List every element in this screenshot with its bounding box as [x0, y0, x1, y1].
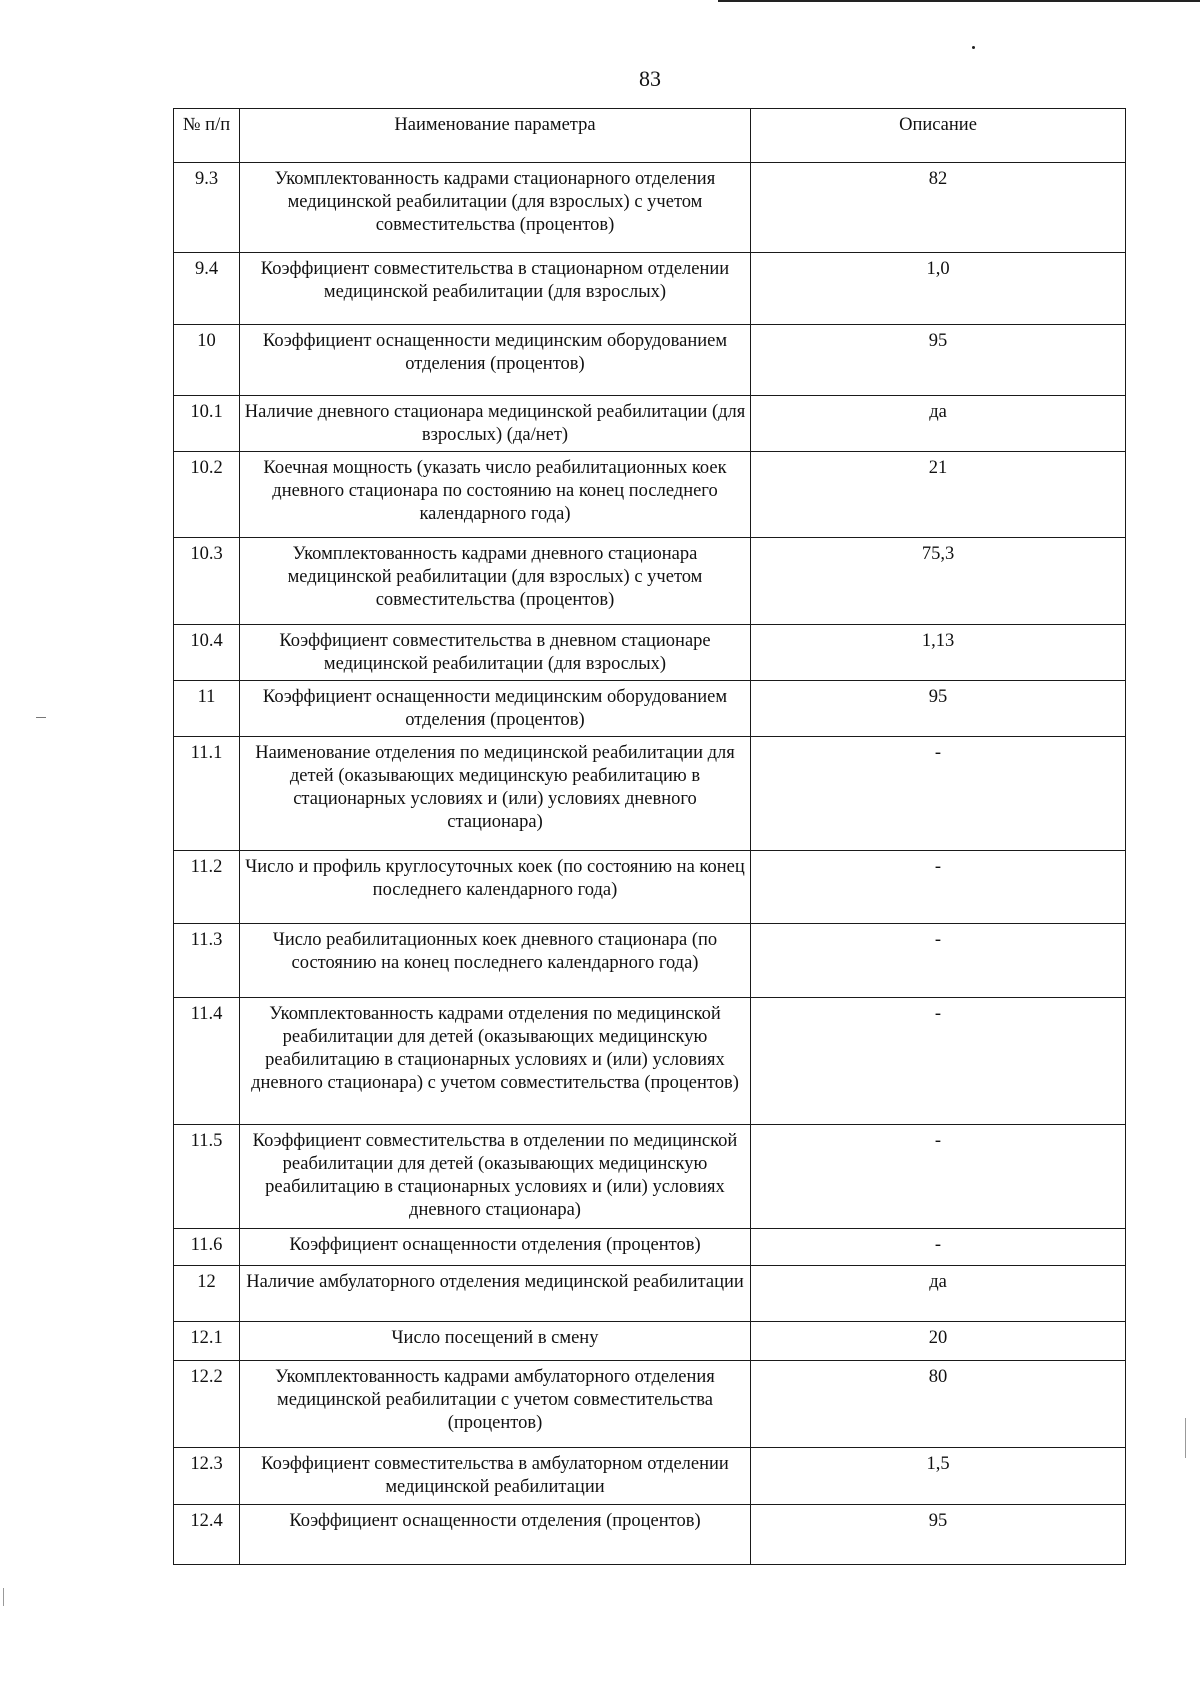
header-description: Описание [751, 109, 1126, 163]
table-row [174, 325, 1126, 396]
row-number: 11.6 [174, 1229, 240, 1266]
table-row [174, 396, 1126, 452]
row-parameter-name: Коэффициент оснащенности отделения (процентов) [240, 1229, 751, 1266]
row-number: 11.4 [174, 998, 240, 1125]
table-header-row [174, 109, 1126, 163]
row-description: - [751, 1229, 1126, 1266]
row-number: 12 [174, 1266, 240, 1322]
row-number: 10.4 [174, 625, 240, 681]
row-parameter-name: Коэффициент оснащенности отделения (процентов) [240, 1505, 751, 1565]
row-description: да [751, 1266, 1126, 1322]
table-row [174, 538, 1126, 625]
row-parameter-name: Число и профиль круглосуточных коек (по состоянию на конец последнего календарного года) [240, 851, 751, 924]
table-row [174, 737, 1126, 851]
table-row [174, 1361, 1126, 1448]
row-parameter-name: Коэффициент совместительства в стационарном отделении медицинской реабилитации (для взрослых) [240, 253, 751, 325]
parameters-table [173, 108, 1126, 1565]
table-row [174, 681, 1126, 737]
table-row [174, 1229, 1126, 1266]
row-number: 11.2 [174, 851, 240, 924]
row-parameter-name: Укомплектованность кадрами дневного стационара медицинской реабилитации (для взрослых) с учетом совместительства (процентов) [240, 538, 751, 625]
row-description: 75,3 [751, 538, 1126, 625]
row-description: 95 [751, 681, 1126, 737]
table-row [174, 1505, 1126, 1565]
row-description: - [751, 851, 1126, 924]
row-parameter-name: Число посещений в смену [240, 1322, 751, 1361]
row-parameter-name: Коэффициент оснащенности медицинским оборудованием отделения (процентов) [240, 681, 751, 737]
scan-mark [1185, 1418, 1186, 1458]
row-description: - [751, 1125, 1126, 1229]
row-parameter-name: Коэффициент совместительства в амбулаторном отделении медицинской реабилитации [240, 1448, 751, 1505]
row-parameter-name: Укомплектованность кадрами стационарного отделения медицинской реабилитации (для взрослых) с учетом совместительства (процентов) [240, 163, 751, 253]
row-parameter-name: Наличие дневного стационара медицинской реабилитации (для взрослых) (да/нет) [240, 396, 751, 452]
row-description: 21 [751, 452, 1126, 538]
row-parameter-name: Коэффициент совместительства в отделении по медицинской реабилитации для детей (оказывающих медицинскую реабилитацию в стационарных условиях и (или) условиях дневного стационара) [240, 1125, 751, 1229]
row-description: 20 [751, 1322, 1126, 1361]
row-description: 1,13 [751, 625, 1126, 681]
page-number: 83 [639, 66, 661, 91]
row-number: 12.1 [174, 1322, 240, 1361]
row-parameter-name: Коэффициент оснащенности медицинским оборудованием отделения (процентов) [240, 325, 751, 396]
row-number: 9.3 [174, 163, 240, 253]
scan-mark [3, 1588, 4, 1606]
row-parameter-name: Коечная мощность (указать число реабилитационных коек дневного стационара по состоянию на конец последнего календарного года) [240, 452, 751, 538]
scan-mark [36, 717, 46, 718]
row-description: - [751, 737, 1126, 851]
row-number: 9.4 [174, 253, 240, 325]
row-number: 10.3 [174, 538, 240, 625]
row-description: 82 [751, 163, 1126, 253]
row-number: 12.3 [174, 1448, 240, 1505]
row-description: - [751, 998, 1126, 1125]
table-row [174, 998, 1126, 1125]
table-row [174, 163, 1126, 253]
table-row [174, 851, 1126, 924]
row-description: 95 [751, 1505, 1126, 1565]
row-number: 12.2 [174, 1361, 240, 1448]
row-description: 1,0 [751, 253, 1126, 325]
table-row [174, 1322, 1126, 1361]
row-number: 10.1 [174, 396, 240, 452]
table-row [174, 625, 1126, 681]
row-number: 11.1 [174, 737, 240, 851]
table-row [174, 452, 1126, 538]
row-description: да [751, 396, 1126, 452]
header-parameter-name: Наименование параметра [240, 109, 751, 163]
table-row [174, 1448, 1126, 1505]
row-description: 95 [751, 325, 1126, 396]
row-number: 10.2 [174, 452, 240, 538]
row-number: 11.3 [174, 924, 240, 998]
row-parameter-name: Наличие амбулаторного отделения медицинской реабилитации [240, 1266, 751, 1322]
table-row [174, 924, 1126, 998]
row-number: 12.4 [174, 1505, 240, 1565]
row-description: 80 [751, 1361, 1126, 1448]
row-description: 1,5 [751, 1448, 1126, 1505]
row-description: - [751, 924, 1126, 998]
row-number: 11 [174, 681, 240, 737]
row-parameter-name: Наименование отделения по медицинской реабилитации для детей (оказывающих медицинскую реабилитацию в стационарных условиях и (или) условиях дневного стационара) [240, 737, 751, 851]
table-row [174, 1125, 1126, 1229]
row-parameter-name: Коэффициент совместительства в дневном стационаре медицинской реабилитации (для взрослых) [240, 625, 751, 681]
table-row [174, 1266, 1126, 1322]
row-parameter-name: Укомплектованность кадрами отделения по медицинской реабилитации для детей (оказывающих медицинскую реабилитацию в стационарных условиях и (или) условиях дневного стационара) с учетом совместительства (процентов) [240, 998, 751, 1125]
row-number: 10 [174, 325, 240, 396]
row-parameter-name: Укомплектованность кадрами амбулаторного отделения медицинской реабилитации с учетом совместительства (процентов) [240, 1361, 751, 1448]
scan-dot [972, 46, 975, 49]
scan-top-rule [718, 0, 1200, 2]
row-number: 11.5 [174, 1125, 240, 1229]
table-row [174, 253, 1126, 325]
header-number: № п/п [174, 109, 240, 163]
row-parameter-name: Число реабилитационных коек дневного стационара (по состоянию на конец последнего календарного года) [240, 924, 751, 998]
